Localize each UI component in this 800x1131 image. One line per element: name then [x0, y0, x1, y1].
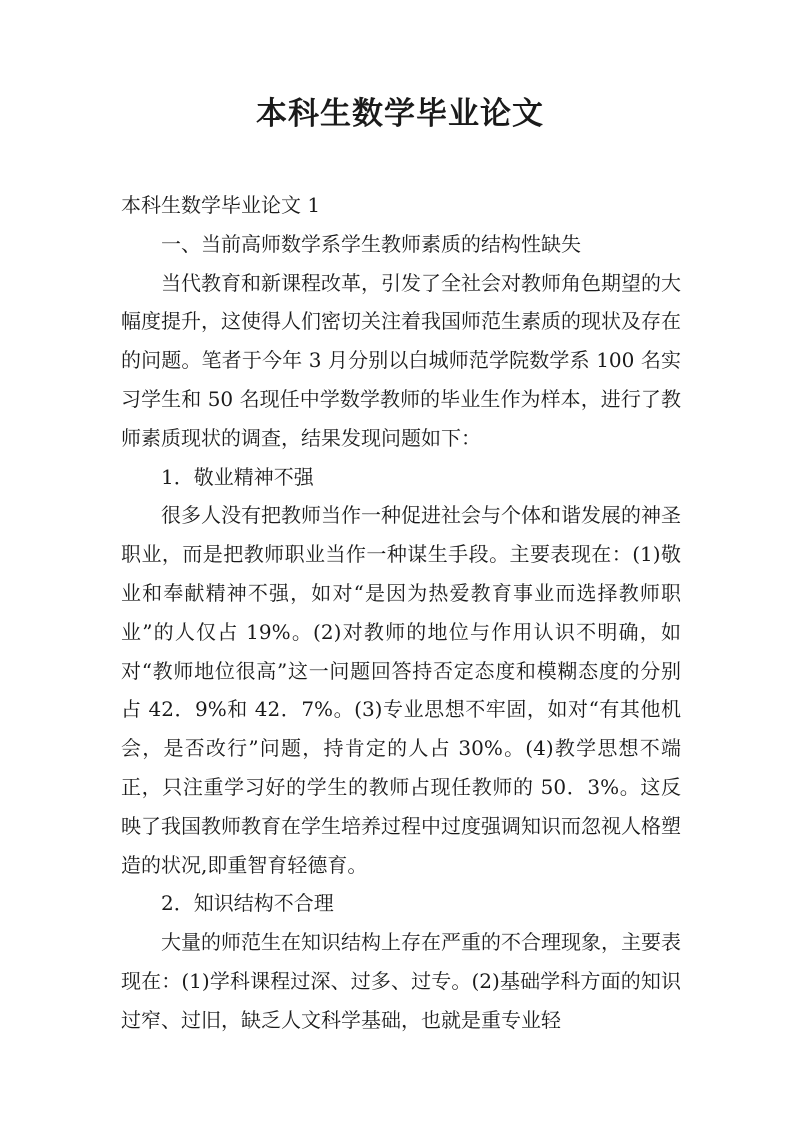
subsection-heading: 1．敬业精神不强 [161, 464, 314, 489]
body-paragraph: 当代教育和新课程改革，引发了全社会对教师角色期望的大幅度提升，这使得人们密切关注着我国师范生素质的现状及存在的问题。笔者于今年 3 月分别以白城师范学院数学系 100 名实习学生和 50 名现任中学数学教师的毕业生作为样本，进行了教师素质现状的调查，结果发现问题如下： [121, 270, 681, 450]
section-heading: 本科生数学毕业论文 1 [121, 193, 321, 217]
body-paragraph: 很多人没有把教师当作一种促进社会与个体和谐发展的神圣职业，而是把教师职业当作一种谋生手段。主要表现在：(1)敬业和奉献精神不强，如对“是因为热爱教育事业而选择教师职业”的人仅占 19%。(2)对教师的地位与作用认识不明确，如对“教师地位很高”这一问题回答持否定态度和模糊态度的分别占 42．9%和 42．7%。(3)专业思想不牢固，如对“有其他机会，是否改行”问题，持肯定的人占 30%。(4)教学思想不端正，只注重学习好的学生的教师占现任教师的 50．3%。这反映了我国教师教育在学生培养过程中过度强调知识而忽视人格塑造的状况,即重智育轻德育。 [121, 503, 681, 877]
document-body [121, 186, 681, 1040]
document-title: 本科生数学毕业论文 [256, 96, 544, 132]
chapter-heading: 一、当前高师数学系学生教师素质的结构性缺失 [161, 231, 581, 256]
subsection-heading: 2．知识结构不合理 [161, 891, 334, 916]
body-paragraph: 大量的师范生在知识结构上存在严重的不合理现象，主要表现在：(1)学科课程过深、过多、过专。(2)基础学科方面的知识过窄、过旧，缺乏人文科学基础，也就是重专业轻 [121, 930, 681, 1032]
